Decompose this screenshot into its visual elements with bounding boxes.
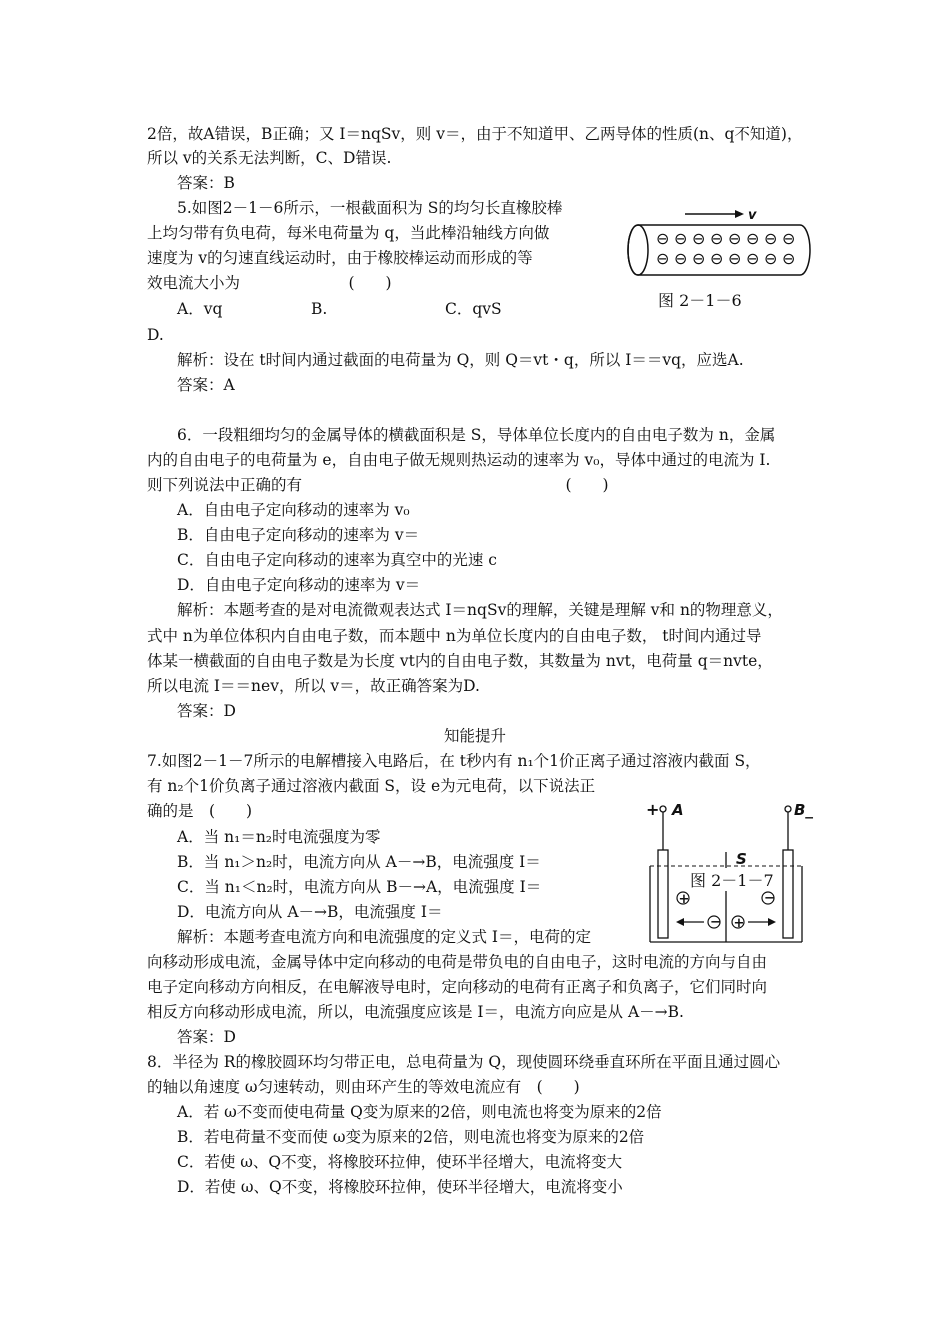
negative-charge: ⊖ — [728, 229, 742, 248]
positive-terminal-sign: + — [646, 800, 660, 819]
negative-charge: ⊖ — [782, 229, 796, 248]
negative-charge: ⊖ — [764, 229, 778, 248]
option-d: D．若使 ω、Q不变，将橡胶环拉伸，使环半径增大，电流将变小 — [177, 1178, 623, 1196]
option-d: D．自由电子定向移动的速率为 v＝ — [177, 576, 421, 594]
text-line: 向移动形成电流，金属导体中定向移动的电荷是带负电的自由电子，这时电流的方向与自由 — [147, 953, 768, 971]
option-c: C．自由电子定向移动的速率为真空中的光速 c — [177, 551, 497, 569]
figure-2-1-6 — [620, 200, 820, 290]
velocity-label: v — [748, 208, 757, 223]
option-a: A．自由电子定向移动的速率为 v₀ — [177, 501, 410, 519]
solution-line: 解析：设在 t时间内通过截面的电荷量为 Q，则 Q＝vt・q，所以 I＝＝vq，应选A. — [177, 351, 744, 369]
negative-charge: ⊖ — [692, 229, 706, 248]
text-line: 2倍，故A错误，B正确；又 I＝nqSv，则 v＝，由于不知道甲、乙两导体的性质(n、q不知道)， — [147, 125, 803, 143]
text-line: 体某一横截面的自由电子数是为长度 vt内的自由电子数，其数量为 nvt，电荷量 q＝nvte， — [147, 652, 773, 670]
option-b: B．若电荷量不变而使 ω变为原来的2倍，则电流也将变为原来的2倍 — [177, 1128, 645, 1146]
question-7: 7.如图2－1－7所示的电解槽接入电路后，在 t秒内有 n₁个1价正离子通过溶液内截面 S， — [147, 752, 761, 770]
negative-charge: ⊖ — [692, 249, 706, 268]
option-a: A．若 ω不变而使电荷量 Q变为原来的2倍，则电流也将变为原来的2倍 — [177, 1103, 662, 1121]
answer-line: 答案：A — [177, 376, 235, 394]
answer-line: 答案：D — [177, 702, 236, 720]
option-a: A．vq — [177, 300, 223, 318]
text-line: 有 n₂个1价负离子通过溶液内截面 S，设 e为元电荷，以下说法正 — [147, 777, 596, 795]
question-6: 6．一段粗细均匀的金属导体的横截面积是 S，导体单位长度内的自由电子数为 n，金属 — [177, 426, 776, 444]
option-b: B. — [311, 300, 328, 318]
text-line: 的轴以角速度 ω匀速转动，则由环产生的等效电流应有 ( ) — [147, 1078, 580, 1096]
option-c: C．qvS — [445, 300, 502, 318]
negative-charge: ⊖ — [746, 249, 760, 268]
text-line: 内的自由电子的电荷量为 e，自由电子做无规则热运动的速率为 v₀，导体中通过的电流为 I. — [147, 451, 771, 469]
section-heading: 知能提升 — [443, 727, 506, 745]
negative-charge: ⊖ — [674, 229, 688, 248]
negative-charge: ⊖ — [710, 249, 724, 268]
text-line: 效电流大小为 ( ) — [147, 274, 392, 292]
text-line: 相反方向移动形成电流，所以，电流强度应该是 I＝，电流方向应是从 A－→B. — [147, 1003, 684, 1021]
negative-ion: − — [764, 891, 775, 906]
text-line: 所以电流 I＝＝nev，所以 v＝，故正确答案为D. — [147, 677, 480, 695]
negative-charge: ⊖ — [764, 249, 778, 268]
answer-line: 答案：B — [177, 174, 235, 192]
option-d: D．电流方向从 A－→B，电流强度 I＝ — [177, 903, 443, 921]
negative-charge: ⊖ — [674, 249, 688, 268]
text-line: 所以 v的关系无法判断，C、D错误. — [147, 149, 392, 167]
answer-line: 答案：D — [177, 1028, 236, 1046]
question-8: 8．半径为 R的橡胶圆环均匀带正电，总电荷量为 Q，现使圆环绕垂直环所在平面且通过圆心 — [147, 1053, 781, 1071]
option-c: C．当 n₁＜n₂时，电流方向从 B－→A，电流强度 I＝ — [177, 878, 542, 896]
text-line: 确的是 ( ) — [147, 802, 253, 820]
figure-caption: 图 2－1－7 — [688, 868, 776, 891]
solution-line: 解析：本题考查的是对电流微观表达式 I＝nqSv的理解，关键是理解 v和 n的物理意义， — [177, 601, 783, 619]
section-label-s: S — [736, 850, 747, 868]
option-d: D. — [147, 326, 164, 344]
option-b: B．当 n₁＞n₂时，电流方向从 A－→B，电流强度 I＝ — [177, 853, 541, 871]
text-line: 电子定向移动方向相反，在电解液导电时，定向移动的电荷有正离子和负离子，它们同时向 — [147, 978, 768, 996]
figure-caption: 图 2－1－6 — [658, 291, 742, 310]
positive-ion: + — [733, 916, 745, 931]
option-c: C．若使 ω、Q不变，将橡胶环拉伸，使环半径增大，电流将变大 — [177, 1153, 623, 1171]
negative-charge: ⊖ — [728, 249, 742, 268]
text-line: 速度为 v的匀速直线运动时，由于橡胶棒运动而形成的等 — [147, 249, 533, 267]
negative-charge: ⊖ — [656, 229, 670, 248]
negative-charge: ⊖ — [656, 249, 670, 268]
text-line: 则下列说法中正确的有 ( ) — [147, 476, 609, 494]
electrode-label-b: B_ — [794, 801, 813, 819]
negative-ion: − — [710, 915, 721, 930]
negative-charge: ⊖ — [710, 229, 724, 248]
option-b: B．自由电子定向移动的速率为 v＝ — [177, 526, 420, 544]
negative-charge: ⊖ — [782, 249, 796, 268]
solution-line: 解析：本题考查电流方向和电流强度的定义式 I＝，电荷的定 — [177, 928, 592, 946]
electrode-label-a: A — [672, 801, 684, 819]
option-a: A．当 n₁＝n₂时电流强度为零 — [177, 828, 381, 846]
question-5: 5.如图2－1－6所示，一根截面积为 S的均匀长直橡胶棒 — [177, 199, 563, 217]
positive-ion: + — [678, 892, 690, 907]
negative-charge: ⊖ — [746, 229, 760, 248]
text-line: 上均匀带有负电荷，每米电荷量为 q，当此棒沿轴线方向做 — [147, 224, 550, 242]
text-line: 式中 n为单位体积内自由电子数，而本题中 n为单位长度内的自由电子数， t时间内通过导 — [147, 627, 762, 645]
